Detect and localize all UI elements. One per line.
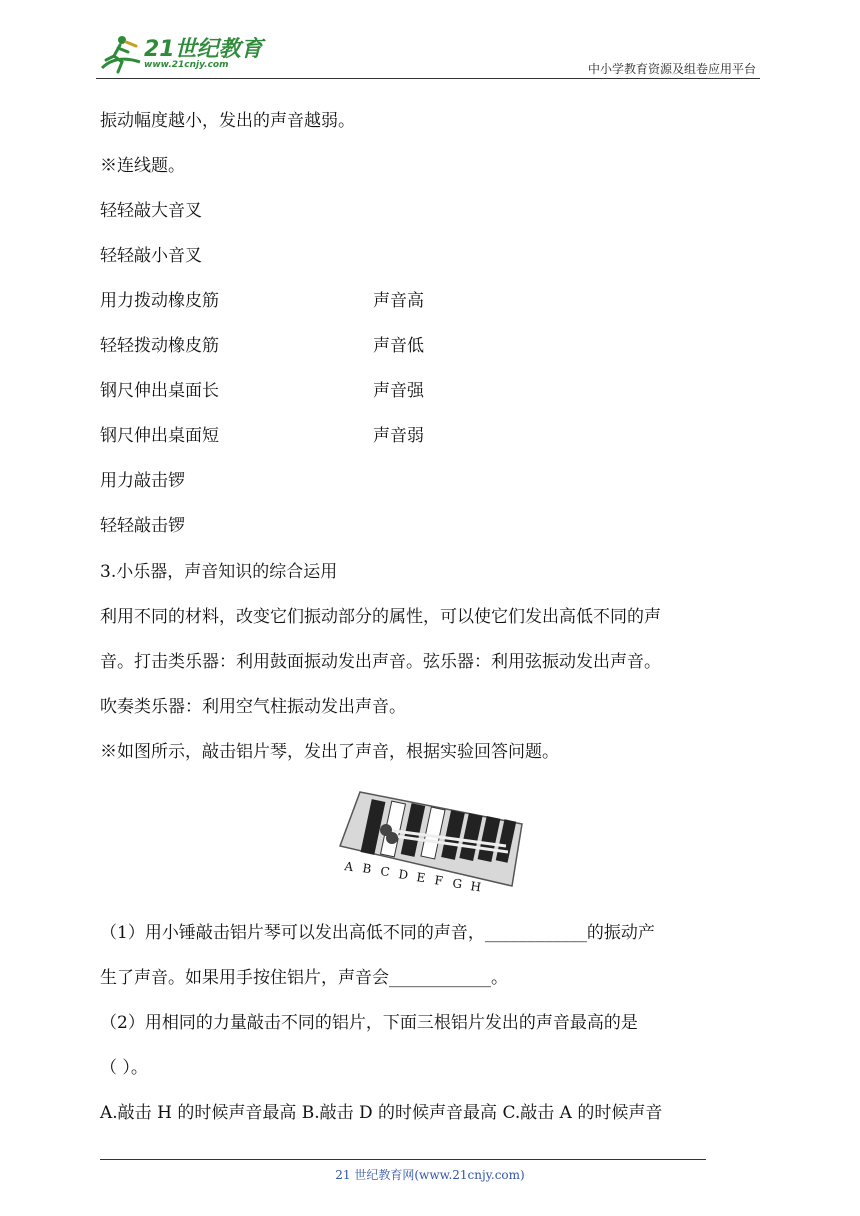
text-line: 利用不同的材料，改变它们振动部分的属性，可以使它们发出高低不同的声 [100, 607, 661, 627]
question-2: （2）用相同的力量敲击不同的铝片，下面三根铝片发出的声音最高的是 [100, 1013, 638, 1033]
answer-options: A.敲击 H 的时候声音最高 B.敲击 D 的时候声音最高 C.敲击 A 的时候声音 [100, 1103, 663, 1123]
bar-label: C [379, 864, 391, 880]
question-1: （1）用小锤敲击铝片琴可以发出高低不同的声音，____________的振动产 [100, 923, 655, 943]
bar-label: F [433, 873, 444, 889]
match-right-item: 声音弱 [373, 426, 424, 446]
bar-label: G [451, 876, 464, 892]
text-line: ※连线题。 [100, 156, 185, 176]
page-header [96, 30, 760, 78]
match-left-item: 用力敲击锣 [100, 471, 185, 491]
section-heading: 3.小乐器，声音知识的综合运用 [100, 562, 338, 582]
bar-label: E [415, 870, 427, 886]
match-left-item: 钢尺伸出桌面长 [100, 381, 219, 401]
header-divider [96, 78, 760, 79]
bar-label: D [397, 867, 410, 883]
logo-url: www.21cnjy.com [144, 60, 229, 70]
match-left-item: 轻轻敲击锣 [100, 516, 185, 536]
question-1-cont: 生了声音。如果用手按住铝片，声音会____________。 [100, 968, 508, 988]
text-line: 吹奏类乐器：利用空气柱振动发出声音。 [100, 697, 406, 717]
bar-label: H [469, 879, 482, 895]
match-left-item: 轻轻敲小音叉 [100, 246, 202, 266]
match-right-item: 声音高 [373, 291, 424, 311]
xylophone-figure [336, 784, 530, 896]
match-left-item: 轻轻敲大音叉 [100, 201, 202, 221]
text-line: 音。打击类乐器：利用鼓面振动发出声音。弦乐器：利用弦振动发出声音。 [100, 652, 661, 672]
logo-text: 21世纪教育 [144, 37, 263, 62]
platform-name: 中小学教育资源及组卷应用平台 [587, 62, 756, 76]
bar-label: A [343, 859, 355, 875]
match-right-item: 声音强 [373, 381, 424, 401]
match-left-item: 钢尺伸出桌面短 [100, 426, 219, 446]
footer-divider [100, 1159, 706, 1160]
match-left-item: 轻轻拨动橡皮筋 [100, 336, 219, 356]
match-left-item: 用力拨动橡皮筋 [100, 291, 219, 311]
match-right-item: 声音低 [373, 336, 424, 356]
question-2-blank: （ ）。 [100, 1058, 148, 1078]
text-line: ※如图所示，敲击铝片琴，发出了声音，根据实验回答问题。 [100, 742, 559, 762]
text-line: 振动幅度越小，发出的声音越弱。 [100, 111, 355, 131]
bar-label: B [361, 861, 373, 877]
footer-link[interactable]: 21 世纪教育网(www.21cnjy.com) [335, 1168, 525, 1182]
